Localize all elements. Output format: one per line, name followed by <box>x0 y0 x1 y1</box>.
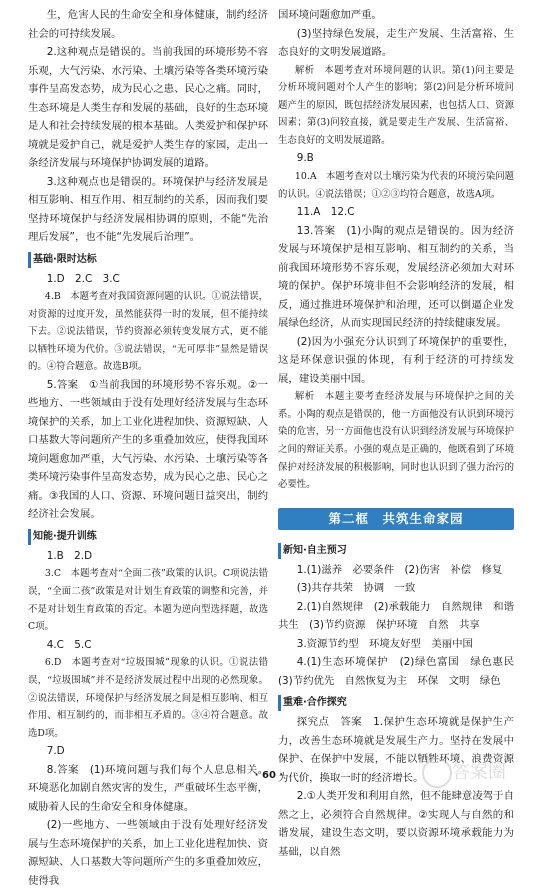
answer-line: 4.(1)生态环境保护 (2)绿色富国 绿色惠民 (3)节约优先 自然恢复为主 环保 文明 绿色 <box>278 656 525 687</box>
answer-paragraph: 探究点 答案 1.保护生态环境就是保护生产力，改善生态环境就是发展生产力。坚持在发展中保护、在保护中发展，不能以牺牲环境、浪费资源为代价，换取一时的经济增长。 <box>278 716 514 784</box>
answer-line: 1.(1)滋养 必要条件 (2)伤害 补偿 修复 <box>296 563 503 576</box>
answer-line: (3)共存共荣 协调 一致 <box>296 582 416 595</box>
watermark-circle-icon <box>422 758 452 788</box>
answer-line: 2.(1)自然规律 (2)承载能力 自然规律 和谐共生 (3)节约资源 保护环境 自然 共享 <box>278 600 514 632</box>
section-heading-improve: 知能·提升训练 <box>28 529 97 545</box>
answer-paragraph: (2)一些地方、一些领域由于没有处理好经济发展与生态环境保护的关系，加上工业化进程加快、资源短缺、人口基数大等问题所产生的多重叠加效应，使得我 <box>28 819 268 887</box>
answer-paragraph: 国环境问题愈加严重。 <box>278 9 382 21</box>
right-column <box>278 6 525 861</box>
answer-paragraph: (3)坚持绿色发展，走生产发展、生活富裕、生态良好的文明发展道路。 <box>278 27 514 58</box>
answer-paragraph: 3.这种观点也是错误的。环境保护与经济发展是相互影响、相互作用、相互制约的关系，因而我们要坚持环境保护与经济发展相协调的原则，不能“先治理后发展”，也不能“先发展后治理”。 <box>28 175 268 243</box>
section-heading-new: 新知·自主预习 <box>278 543 347 559</box>
answer-paragraph: 8.答案 (1)环境问题与我们每个人息息相关。环境恶化加剧自然灾害的发生，严重破坏生态平衡，威胁着人民的生命安全和身体健康。 <box>28 763 268 813</box>
answer-explanation: 解析 本题主要考查经济发展与环境保护之间的关系。小陶的观点是错误的，他一方面他没有认识到环境污染的危害，另一方面他也没有认识到经济发展与环境保护之间的辩证关系。小强的观点是正确的，他既看到了环境保护对经济发展的积极影响，同时也认识到了强力治污的必要性。 <box>278 391 514 491</box>
answer-explanation: 3.C 本题考查对“全面二孩”政策的认识。C项说法错误，“全面二孩”政策是对计划生育政策的调整和完善，并不是对计划生育政策的否定。本题为逆向型选择题，故选C项。 <box>28 568 268 633</box>
page-number: · 60 · <box>254 770 284 781</box>
answer-explanation: 10.A 本题考查对以土壤污染为代表的环境污染问题的认识。④说法错误；①②③均符合题意，故选A项。 <box>278 170 514 200</box>
watermark-text: 答案圈 <box>452 762 506 783</box>
watermark-logo <box>422 756 532 792</box>
section-heading-key: 重难·合作探究 <box>278 695 347 711</box>
answer-line: 11.A 12.C <box>296 206 355 219</box>
answer-explanation: 4.B 本题考查对我国资源问题的认识。①说法错误，对资源的过度开发，虽然能获得一时的发展，但不能持续下去。②说法错误，节约资源必须转变发展方式，更不能以牺牲环境为代价。③说法错误，“无可厚非”显然是错误的。④符合题意。故选B项。 <box>28 291 268 373</box>
answer-paragraph: 5.答案 ①当前我国的环境形势不容乐观。②一些地方、一些领域由于没有处理好经济发展与生态环境保护的关系，加上工业化进程加快、资源短缺、人口基数大等问题所产生的多重叠加效应，使得我国环境问题愈加严重，大气污染、水污染、土壤污染等各类环境污染事件呈高发态势，成为民心之患、民心之痛。③我国的人口、资源、环境问题日益突出，制约经济社会发展。 <box>28 378 268 521</box>
answer-paragraph: 生，危害人民的生命安全和身体健康，制约经济社会的可持续发展。 <box>28 9 268 40</box>
answer-paragraph: (2)因为小强充分认识到了环境保护的重要性，这是环保意识强的体现，有利于经济的可持续发展，建设美丽中国。 <box>278 335 514 385</box>
answer-line: 1.B 2.D <box>46 549 93 562</box>
answer-line: 3.资源节约型 环境友好型 美丽中国 <box>296 637 473 650</box>
section-heading-basic: 基础·限时达标 <box>28 252 97 268</box>
answer-line: 4.C 5.C <box>46 638 92 651</box>
answer-explanation: 6.D 本题考查对“垃圾围城”现象的认识。①说法错误，“垃圾围城”并不是经济发展过程中出现的必然现象。②说法错误，环境保护与经济发展之间是相互影响、相互作用、相互制约的，而非相互矛盾的。③④符合题意。故选D项。 <box>28 657 268 739</box>
answer-line: 9.B <box>296 152 314 165</box>
answer-paragraph: 2.这种观点是错误的。当前我国的环境形势不容乐观，大气污染、水污染、土壤污染等各类环境污染事件呈高发态势，成为民心之患、民心之痛。同时，生态环境是人类生存和发展的基础，良好的生态环境是人和社会持续发展的根本基础。人类爱护和保护环境就是爱护自己，就是爱护人类生存的家园，走出一条经济发展与环境保护协调发展的道路。 <box>28 46 268 169</box>
section-title-banner: 第二框 共筑生命家园 <box>278 508 514 530</box>
answer-paragraph: 13.答案 (1)小陶的观点是错误的。因为经济发展与环境保护是相互影响、相互制约的关系，当前我国环境形势不容乐观，发展经济必须加大对环境的保护。保护环境非但不会影响经济的发展，相反，通过推进环境保护和治理，还可以倒逼企业发展绿色经济，从而实现国民经济的持续健康发展。 <box>278 224 514 330</box>
answer-line: 7.D <box>46 745 65 758</box>
left-column <box>28 6 268 890</box>
answer-line: 1.D 2.C 3.C <box>46 272 120 285</box>
answer-paragraph: 2.①人类开发和利用自然，但不能肆意凌驾于自然之上，必须符合自然规律。②实现人与自然的和谐发展，建设生态文明，要以资源环境承载能力为基础，以自然 <box>278 790 514 858</box>
answer-explanation: 解析 本题考查对环境问题的认识。第(1)问主要是分析环境问题对个人产生的影响；第(2)问是分析环境问题产生的原因，既包括经济发展因素，也包括人口、资源因素；第(3)问较直接，就是要走生产发展、生活富裕、生态良好的文明发展道路。 <box>278 64 514 146</box>
